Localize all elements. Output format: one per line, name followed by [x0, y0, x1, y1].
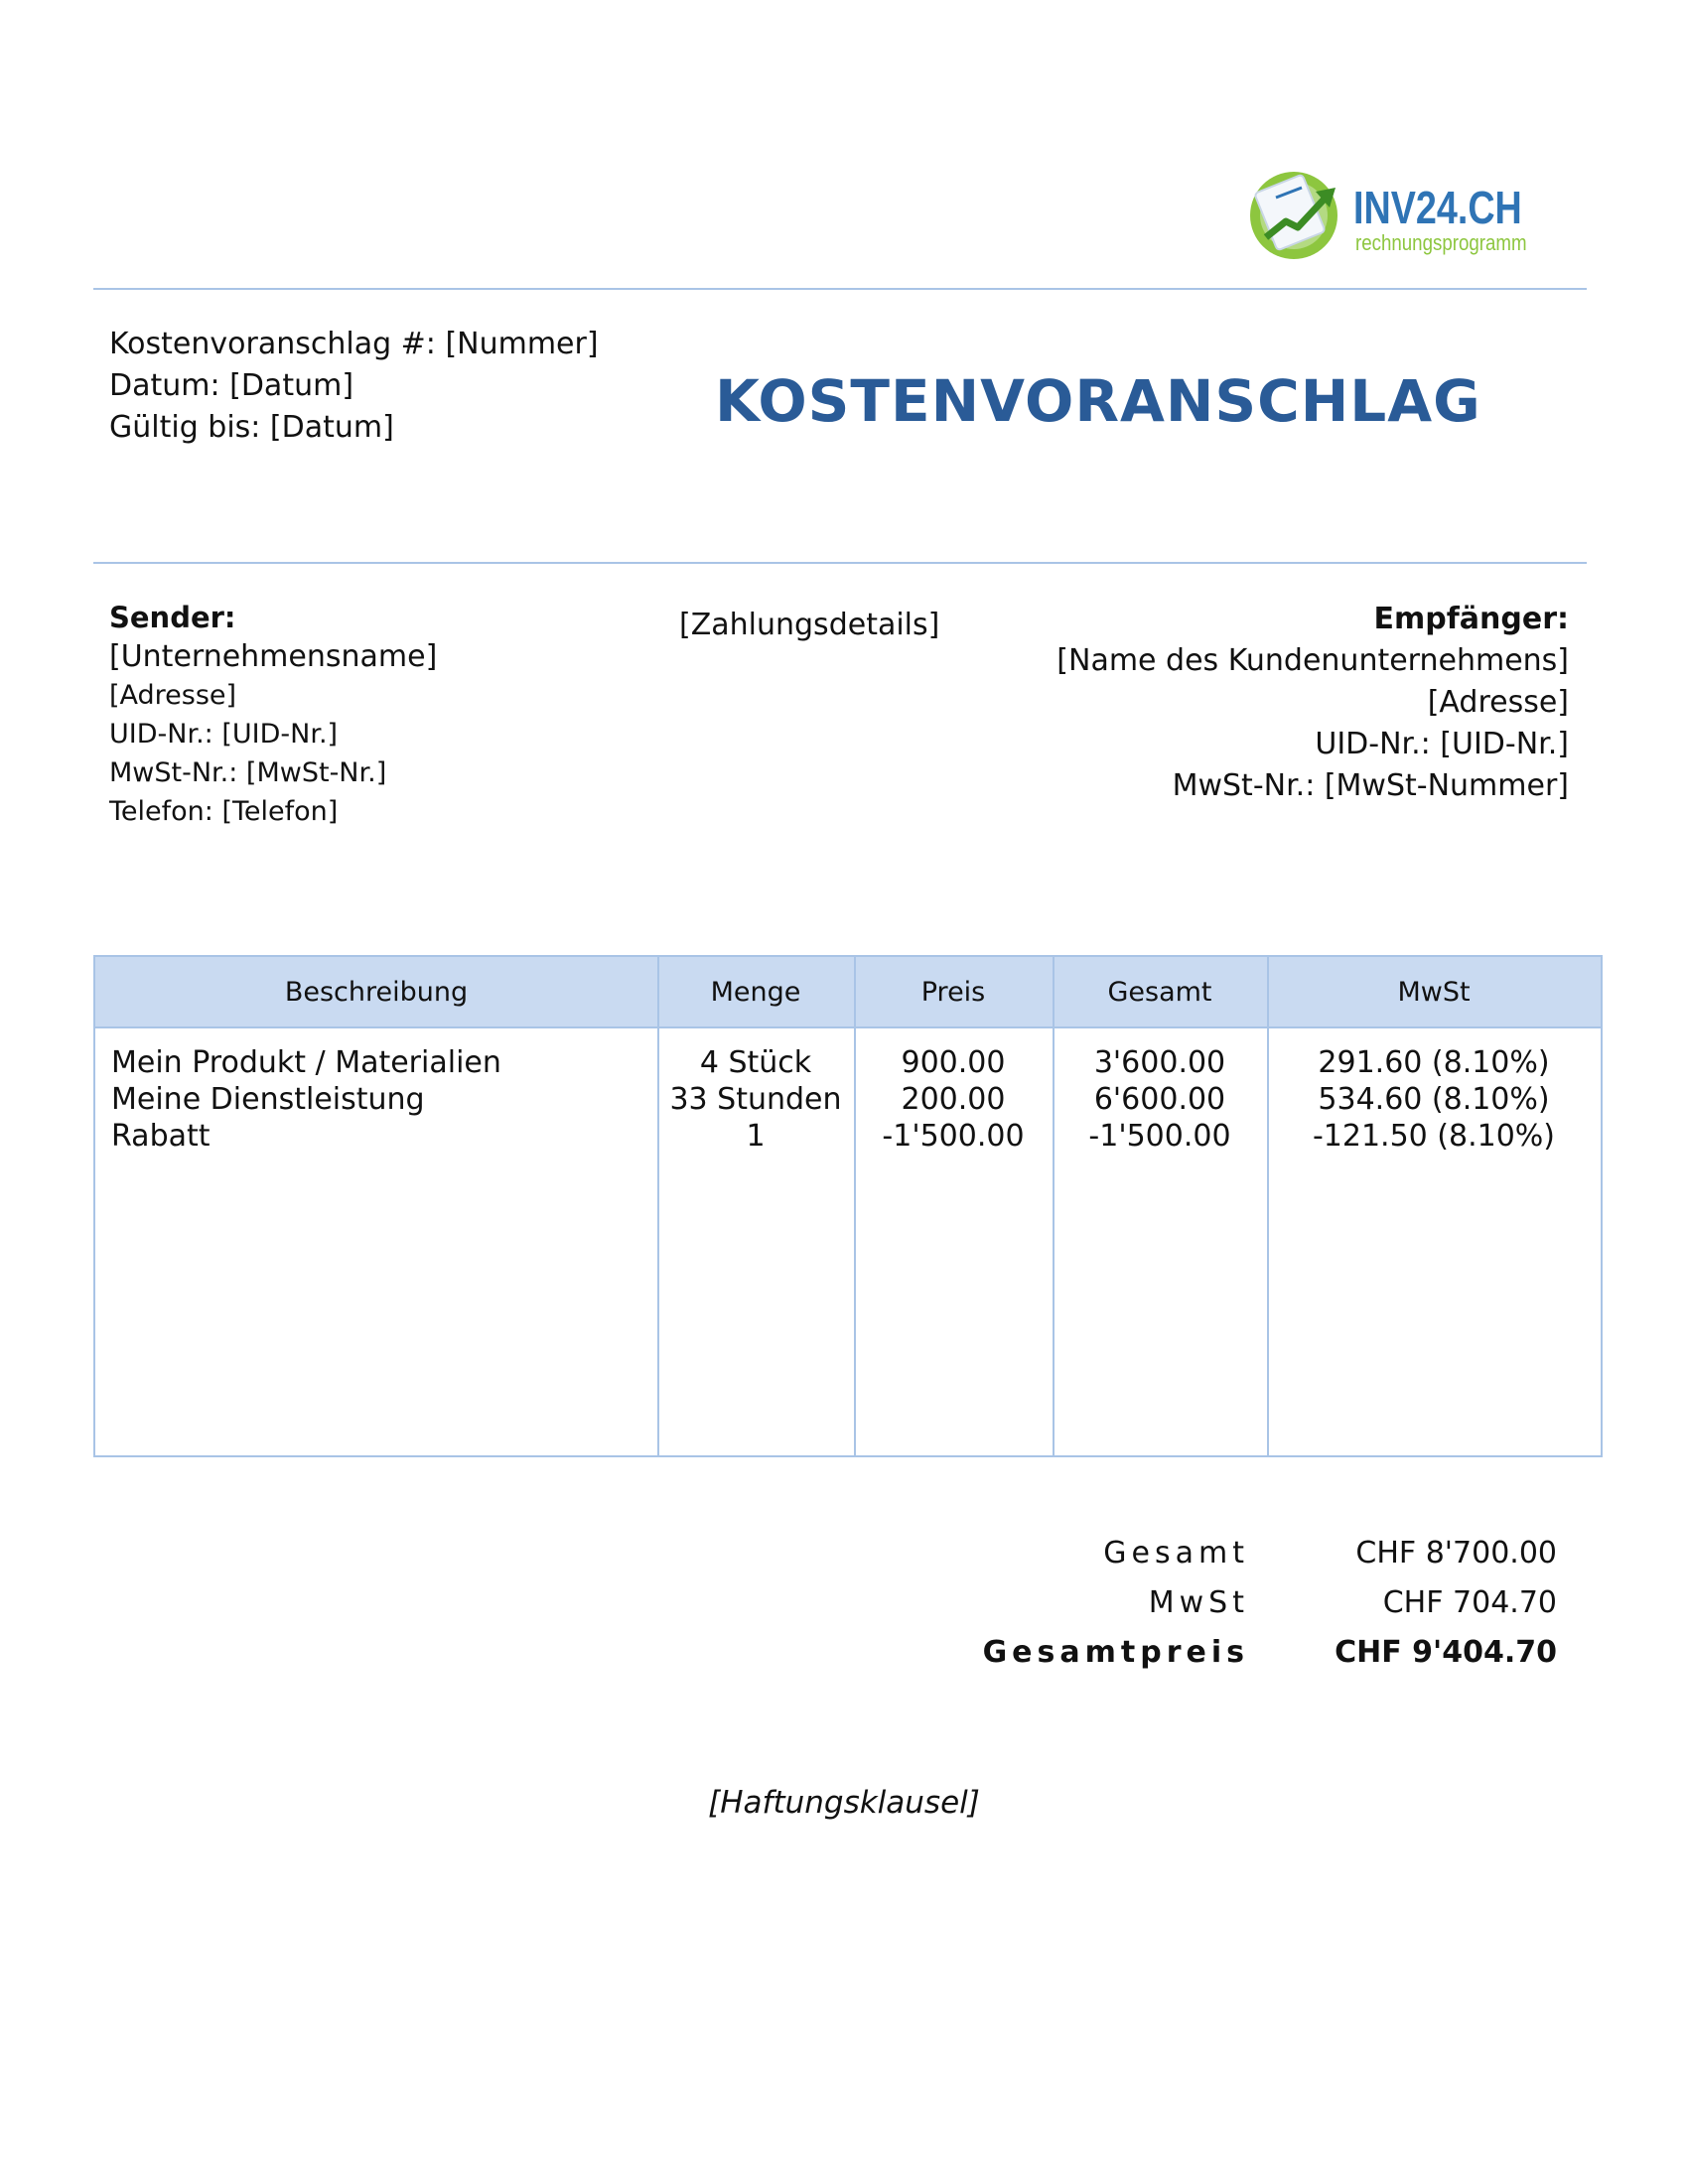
header-quantity: Menge: [710, 977, 801, 1008]
table-cell: Rabatt: [111, 1119, 211, 1154]
sender-phone: Telefon: [Telefon]: [109, 796, 339, 827]
recipient-company: [Name des Kundenunternehmens]: [1056, 643, 1569, 678]
logo-tagline: rechnungsprogramm: [1355, 230, 1527, 255]
column-total: [1053, 1044, 1267, 1155]
subtotal-value: CHF 8'700.00: [1355, 1536, 1557, 1570]
table-cell: 291.60 (8.10%): [1318, 1045, 1550, 1080]
quote-date: Datum: [Datum]: [109, 368, 354, 403]
vat-total-value: CHF 704.70: [1382, 1585, 1557, 1620]
table-cell: 200.00: [901, 1082, 1006, 1117]
totals-labels: [983, 1529, 1249, 1678]
column-divider: [854, 957, 856, 1455]
sender-label: Sender:: [109, 601, 236, 634]
logo-emblem-icon: [1246, 164, 1345, 263]
table-cell: -1'500.00: [1088, 1119, 1231, 1154]
header-vat: MwSt: [1397, 977, 1471, 1008]
middle-divider: [93, 562, 1587, 564]
top-divider: [93, 288, 1587, 290]
recipient-vat: MwSt-Nr.: [MwSt-Nummer]: [1172, 768, 1569, 803]
table-cell: 1: [746, 1119, 766, 1154]
header-price: Preis: [920, 977, 986, 1008]
quote-number: Kostenvoranschlag #: [Nummer]: [109, 327, 599, 361]
table-cell: Meine Dienstleistung: [111, 1082, 425, 1117]
table-cell: 534.60 (8.10%): [1318, 1082, 1550, 1117]
table-cell: -1'500.00: [882, 1119, 1025, 1154]
table-cell: 3'600.00: [1093, 1045, 1226, 1080]
sender-block: [109, 599, 437, 831]
quote-valid-until: Gültig bis: [Datum]: [109, 410, 394, 445]
sender-address: [Adresse]: [109, 680, 237, 711]
recipient-block: [1056, 599, 1569, 807]
subtotal-label: Gesamt: [1103, 1536, 1249, 1570]
payment-details: [Zahlungsdetails]: [679, 608, 940, 642]
sender-vat: MwSt-Nr.: [MwSt-Nr.]: [109, 757, 387, 788]
totals-values: [1335, 1529, 1557, 1678]
document-meta: [109, 324, 599, 449]
table-cell: 33 Stunden: [669, 1082, 842, 1117]
sender-company: [Unternehmensname]: [109, 639, 438, 674]
column-price: [854, 1044, 1053, 1155]
table-cell: 6'600.00: [1093, 1082, 1226, 1117]
column-description: [111, 1044, 647, 1155]
page-title: KOSTENVORANSCHLAG: [715, 367, 1481, 435]
logo-wordmark: INV24.CH: [1353, 182, 1522, 233]
grand-total-value: CHF 9'404.70: [1335, 1635, 1557, 1670]
recipient-uid: UID-Nr.: [UID-Nr.]: [1315, 727, 1569, 761]
grand-total-label: Gesamtpreis: [982, 1635, 1249, 1670]
liability-clause: [Haftungsklausel]: [708, 1785, 980, 1821]
column-divider: [657, 957, 659, 1455]
table-cell: Mein Produkt / Materialien: [111, 1045, 501, 1080]
header-total: Gesamt: [1107, 977, 1212, 1008]
company-logo: [1246, 159, 1527, 268]
header-description: Beschreibung: [284, 977, 469, 1008]
table-cell: -121.50 (8.10%): [1312, 1119, 1556, 1154]
table-cell: 900.00: [901, 1045, 1006, 1080]
recipient-label: Empfänger:: [1373, 602, 1569, 636]
column-vat: [1267, 1044, 1601, 1155]
column-divider: [1267, 957, 1269, 1455]
sender-uid: UID-Nr.: [UID-Nr.]: [109, 719, 339, 750]
vat-total-label: MwSt: [1148, 1585, 1249, 1620]
recipient-address: [Adresse]: [1427, 685, 1569, 720]
column-quantity: [657, 1044, 854, 1155]
line-items-table: [93, 955, 1603, 1457]
table-cell: 4 Stück: [699, 1045, 812, 1080]
column-divider: [1053, 957, 1055, 1455]
